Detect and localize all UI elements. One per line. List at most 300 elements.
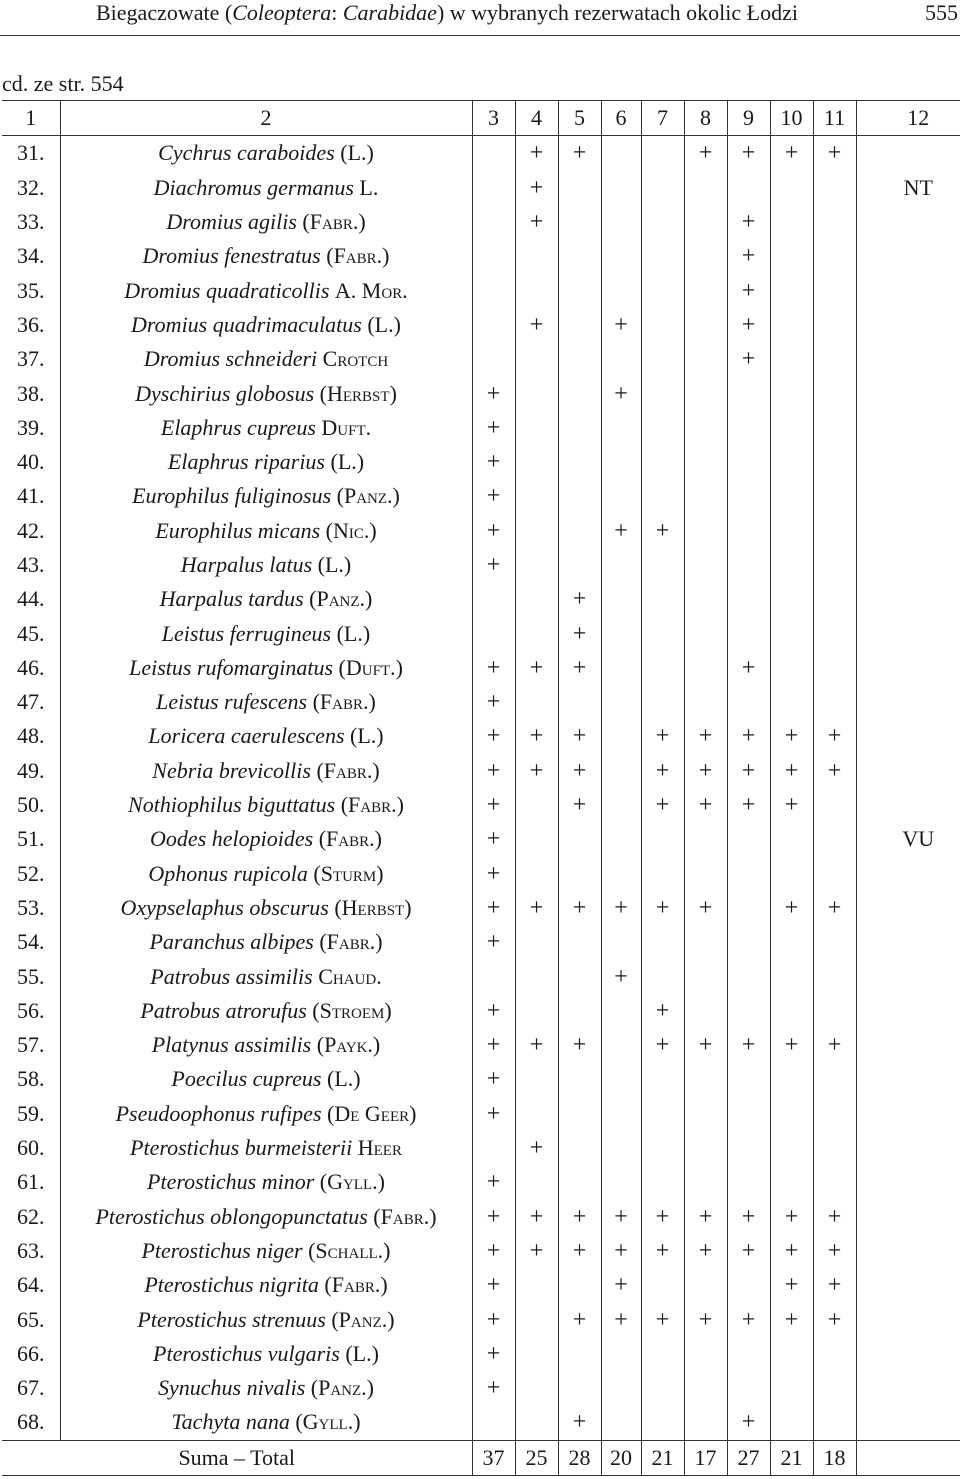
presence-cell: + — [727, 788, 770, 822]
species-cell — [60, 959, 472, 993]
row-number: 42. — [17, 517, 45, 543]
threat-status — [856, 1268, 960, 1302]
threat-status — [856, 1131, 960, 1165]
presence-cell — [472, 136, 515, 171]
presence-cell — [558, 959, 601, 993]
presence-cell — [684, 1062, 727, 1096]
table-row — [2, 479, 960, 513]
presence-cell — [813, 273, 856, 307]
species-author: (Payk.) — [316, 1032, 381, 1058]
presence-cell — [558, 1268, 601, 1302]
total-value: 20 — [601, 1440, 641, 1475]
species-name: Leistus rufomarginatus — [129, 654, 334, 680]
presence-cell: + — [813, 719, 856, 753]
species-author: (Panz.) — [310, 1375, 374, 1401]
species-cell — [60, 1200, 472, 1234]
table-row — [2, 1200, 960, 1234]
presence-cell: + — [813, 1302, 856, 1336]
presence-cell: + — [472, 1028, 515, 1062]
species-cell — [60, 1062, 472, 1096]
presence-cell — [641, 1371, 684, 1405]
species-cell — [60, 205, 472, 239]
presence-cell — [558, 1337, 601, 1371]
presence-cell — [472, 273, 515, 307]
presence-cell — [770, 1405, 813, 1440]
presence-cell — [813, 411, 856, 445]
presence-cell: + — [727, 273, 770, 307]
presence-cell: + — [770, 136, 813, 171]
species-author: (Panz.) — [336, 483, 400, 509]
presence-cell: + — [770, 1234, 813, 1268]
presence-cell — [813, 857, 856, 891]
species-cell — [60, 651, 472, 685]
table-row — [2, 719, 960, 753]
species-author: (L.) — [340, 140, 374, 166]
presence-cell — [558, 205, 601, 239]
presence-cell — [601, 994, 641, 1028]
species-name: Dromius agilis — [166, 209, 297, 235]
presence-cell — [770, 445, 813, 479]
presence-cell — [601, 548, 641, 582]
presence-cell — [684, 1097, 727, 1131]
row-number: 52. — [17, 860, 45, 886]
species-name: Dromius quadraticollis — [124, 277, 330, 303]
species-cell — [60, 273, 472, 307]
presence-cell — [515, 788, 558, 822]
presence-cell: + — [472, 1302, 515, 1336]
presence-cell — [770, 239, 813, 273]
species-name: Harpalus tardus — [159, 586, 304, 612]
presence-cell — [558, 1131, 601, 1165]
threat-status — [856, 788, 960, 822]
species-author: (Fabr.) — [302, 209, 366, 235]
presence-cell — [727, 479, 770, 513]
table-row — [2, 959, 960, 993]
column-header: 1 — [2, 101, 60, 136]
presence-cell — [472, 205, 515, 239]
presence-cell: + — [684, 1200, 727, 1234]
table-row — [2, 582, 960, 616]
species-cell — [60, 925, 472, 959]
presence-cell — [601, 685, 641, 719]
presence-cell — [515, 1371, 558, 1405]
threat-status — [856, 514, 960, 548]
presence-cell: + — [515, 651, 558, 685]
presence-cell — [770, 342, 813, 376]
presence-cell — [684, 548, 727, 582]
presence-cell — [515, 1165, 558, 1199]
presence-cell — [684, 857, 727, 891]
table-row — [2, 411, 960, 445]
table-row — [2, 376, 960, 410]
presence-cell — [727, 891, 770, 925]
presence-cell — [558, 479, 601, 513]
presence-cell: + — [727, 342, 770, 376]
total-status-empty — [856, 1440, 960, 1475]
presence-cell — [558, 445, 601, 479]
threat-status — [856, 445, 960, 479]
species-cell — [60, 857, 472, 891]
threat-status — [856, 1097, 960, 1131]
row-number: 33. — [17, 209, 45, 235]
presence-cell — [601, 411, 641, 445]
presence-cell — [601, 925, 641, 959]
species-name: Pterostichus vulgaris — [153, 1340, 340, 1366]
presence-cell: + — [472, 1200, 515, 1234]
presence-cell: + — [515, 891, 558, 925]
presence-cell: + — [472, 514, 515, 548]
threat-status — [856, 1405, 960, 1440]
presence-cell — [727, 445, 770, 479]
presence-cell: + — [727, 1028, 770, 1062]
presence-cell — [515, 857, 558, 891]
threat-status — [856, 651, 960, 685]
presence-cell — [558, 1097, 601, 1131]
presence-cell — [641, 1268, 684, 1302]
presence-cell — [472, 616, 515, 650]
presence-cell: + — [472, 925, 515, 959]
presence-cell — [515, 822, 558, 856]
species-author: L. — [359, 174, 379, 200]
species-author: (L.) — [327, 1066, 361, 1092]
presence-cell — [558, 1062, 601, 1096]
presence-cell — [641, 239, 684, 273]
row-number: 43. — [17, 552, 45, 577]
presence-cell — [601, 273, 641, 307]
presence-cell: + — [472, 754, 515, 788]
presence-cell — [601, 788, 641, 822]
threat-status — [856, 582, 960, 616]
species-name: Pseudoophonus rufipes — [115, 1100, 322, 1126]
species-author: (Fabr.) — [319, 929, 383, 955]
presence-cell — [472, 308, 515, 342]
presence-cell: + — [472, 788, 515, 822]
presence-cell — [684, 1165, 727, 1199]
presence-cell — [515, 479, 558, 513]
species-author: (Fabr.) — [324, 1272, 388, 1298]
species-cell — [60, 994, 472, 1028]
presence-cell: + — [472, 1234, 515, 1268]
species-cell — [60, 1131, 472, 1165]
species-cell — [60, 411, 472, 445]
presence-cell — [601, 136, 641, 171]
presence-cell — [515, 1337, 558, 1371]
species-name: Leistus ferrugineus — [161, 620, 332, 646]
presence-cell — [684, 376, 727, 410]
row-number: 32. — [17, 174, 45, 200]
presence-cell — [641, 548, 684, 582]
presence-cell: + — [770, 788, 813, 822]
presence-cell: + — [601, 1268, 641, 1302]
presence-cell — [770, 822, 813, 856]
presence-cell — [770, 857, 813, 891]
row-number: 63. — [17, 1237, 45, 1263]
presence-cell — [727, 171, 770, 205]
presence-cell — [558, 548, 601, 582]
species-author: A. Mor. — [334, 277, 408, 303]
table-row — [2, 171, 960, 205]
presence-cell: + — [641, 719, 684, 753]
species-cell — [60, 308, 472, 342]
presence-cell: + — [684, 891, 727, 925]
presence-cell — [684, 342, 727, 376]
species-cell — [60, 342, 472, 376]
species-name: Oodes helopioides — [150, 826, 314, 852]
presence-cell: + — [601, 514, 641, 548]
presence-cell — [727, 514, 770, 548]
presence-cell: + — [601, 308, 641, 342]
threat-status — [856, 891, 960, 925]
presence-cell — [684, 651, 727, 685]
species-cell — [60, 719, 472, 753]
presence-cell: + — [472, 857, 515, 891]
presence-cell — [558, 514, 601, 548]
table-row — [2, 891, 960, 925]
table-row — [2, 857, 960, 891]
presence-cell: + — [641, 1302, 684, 1336]
species-cell — [60, 1405, 472, 1440]
presence-cell: + — [515, 1200, 558, 1234]
total-row — [2, 1440, 960, 1475]
presence-cell — [558, 1165, 601, 1199]
presence-cell — [641, 959, 684, 993]
presence-cell: + — [770, 1302, 813, 1336]
presence-cell — [515, 548, 558, 582]
presence-cell — [515, 616, 558, 650]
presence-cell — [770, 1131, 813, 1165]
threat-status — [856, 857, 960, 891]
presence-cell — [558, 308, 601, 342]
presence-cell — [515, 1405, 558, 1440]
presence-cell — [770, 959, 813, 993]
presence-cell — [684, 1131, 727, 1165]
table-row — [2, 822, 960, 856]
presence-cell — [770, 479, 813, 513]
threat-status — [856, 994, 960, 1028]
table-row — [2, 1062, 960, 1096]
presence-cell — [813, 239, 856, 273]
species-author: (L.) — [317, 552, 352, 577]
presence-cell — [770, 994, 813, 1028]
presence-cell — [515, 685, 558, 719]
presence-cell: + — [472, 479, 515, 513]
column-header: 6 — [601, 101, 641, 136]
presence-cell — [558, 857, 601, 891]
presence-cell: + — [472, 685, 515, 719]
continuation-note: cd. ze str. 554 — [2, 71, 124, 96]
presence-cell — [601, 171, 641, 205]
presence-cell: + — [472, 719, 515, 753]
total-value: 27 — [727, 1440, 770, 1475]
table-row — [2, 239, 960, 273]
presence-cell — [641, 273, 684, 307]
presence-cell — [641, 1165, 684, 1199]
species-cell — [60, 685, 472, 719]
presence-cell — [813, 1371, 856, 1405]
presence-cell — [813, 342, 856, 376]
presence-cell: + — [558, 582, 601, 616]
species-author: (Fabr.) — [312, 689, 376, 715]
presence-cell — [472, 239, 515, 273]
presence-cell — [601, 719, 641, 753]
presence-cell — [641, 822, 684, 856]
row-number: 64. — [17, 1272, 45, 1298]
presence-cell: + — [472, 548, 515, 582]
presence-cell: + — [558, 754, 601, 788]
presence-cell: + — [770, 719, 813, 753]
species-cell — [60, 1371, 472, 1405]
species-name: Pterostichus oblongopunctatus — [95, 1203, 368, 1229]
presence-cell — [558, 994, 601, 1028]
presence-cell: + — [472, 376, 515, 410]
total-value: 37 — [472, 1440, 515, 1475]
presence-cell — [601, 1062, 641, 1096]
species-name: Tachyta nana — [171, 1409, 290, 1435]
presence-cell — [601, 342, 641, 376]
presence-cell — [684, 514, 727, 548]
presence-cell — [813, 479, 856, 513]
threat-status — [856, 136, 960, 171]
presence-cell — [813, 1097, 856, 1131]
presence-cell — [641, 1337, 684, 1371]
presence-cell: + — [558, 616, 601, 650]
presence-cell — [684, 205, 727, 239]
row-number: 36. — [17, 311, 45, 337]
species-author: Heer — [357, 1135, 402, 1161]
presence-cell — [813, 685, 856, 719]
species-name: Nebria brevicollis — [152, 757, 311, 783]
table-row — [2, 994, 960, 1028]
row-number: 56. — [17, 997, 45, 1023]
presence-cell — [515, 273, 558, 307]
species-cell — [60, 136, 472, 171]
presence-cell — [601, 1337, 641, 1371]
species-cell — [60, 171, 472, 205]
presence-cell — [770, 308, 813, 342]
presence-cell — [641, 857, 684, 891]
table-row — [2, 1405, 960, 1440]
presence-cell: + — [472, 1062, 515, 1096]
table-body — [2, 101, 960, 1476]
species-author: (Herbst) — [334, 894, 412, 920]
row-number: 31. — [17, 140, 45, 166]
presence-cell — [727, 994, 770, 1028]
presence-cell — [515, 582, 558, 616]
total-value: 17 — [684, 1440, 727, 1475]
presence-cell — [770, 1097, 813, 1131]
species-name: Pterostichus burmeisterii — [130, 1135, 353, 1161]
presence-cell — [684, 582, 727, 616]
presence-cell: + — [813, 754, 856, 788]
presence-cell — [770, 171, 813, 205]
presence-cell — [558, 1371, 601, 1405]
presence-cell — [727, 1268, 770, 1302]
species-name: Dromius quadrimaculatus — [131, 311, 362, 337]
presence-cell — [727, 616, 770, 650]
species-cell — [60, 376, 472, 410]
species-cell — [60, 616, 472, 650]
presence-cell — [770, 273, 813, 307]
presence-cell — [601, 1131, 641, 1165]
presence-cell: + — [472, 1268, 515, 1302]
row-number: 55. — [17, 963, 45, 989]
table-header-row — [2, 101, 960, 136]
presence-cell: + — [641, 891, 684, 925]
presence-cell: + — [727, 308, 770, 342]
threat-status — [856, 925, 960, 959]
presence-cell: + — [684, 1234, 727, 1268]
table-row — [2, 925, 960, 959]
presence-cell: + — [558, 1234, 601, 1268]
presence-cell — [770, 548, 813, 582]
threat-status — [856, 754, 960, 788]
presence-cell — [641, 205, 684, 239]
presence-cell — [641, 445, 684, 479]
presence-cell: + — [727, 754, 770, 788]
presence-cell: + — [770, 891, 813, 925]
species-cell — [60, 239, 472, 273]
presence-cell — [472, 959, 515, 993]
presence-cell — [515, 376, 558, 410]
presence-cell: + — [472, 891, 515, 925]
threat-status — [856, 376, 960, 410]
row-number: 38. — [17, 380, 45, 406]
table-row — [2, 136, 960, 171]
row-number: 40. — [17, 449, 45, 475]
presence-cell: + — [770, 1200, 813, 1234]
table-row — [2, 685, 960, 719]
presence-cell — [684, 1371, 727, 1405]
species-author: Chaud. — [318, 963, 382, 989]
table-row — [2, 1371, 960, 1405]
table-row — [2, 308, 960, 342]
presence-cell: + — [727, 1200, 770, 1234]
species-author: (Herbst) — [319, 380, 397, 406]
table-row — [2, 754, 960, 788]
presence-cell — [727, 1165, 770, 1199]
row-number: 59. — [17, 1100, 45, 1126]
presence-cell — [727, 959, 770, 993]
running-head-order: Coleoptera — [232, 0, 332, 25]
species-name: Leistus rufescens — [156, 689, 308, 715]
presence-cell: + — [558, 719, 601, 753]
species-name: Loricera caerulescens — [148, 723, 345, 749]
table-row — [2, 616, 960, 650]
threat-status — [856, 342, 960, 376]
species-name: Pterostichus nigrita — [144, 1272, 319, 1298]
running-head-tail: ) w wybranych rezerwatach okolic Łodzi — [436, 0, 798, 25]
species-author: (De Geer) — [327, 1100, 417, 1126]
table-row — [2, 1028, 960, 1062]
presence-cell — [515, 411, 558, 445]
total-value: 18 — [813, 1440, 856, 1475]
species-cell — [60, 514, 472, 548]
presence-cell — [684, 308, 727, 342]
threat-status — [856, 1165, 960, 1199]
presence-cell — [813, 925, 856, 959]
presence-cell: + — [727, 205, 770, 239]
species-name: Synuchus nivalis — [158, 1375, 306, 1401]
row-number: 37. — [17, 346, 45, 372]
presence-cell — [813, 1405, 856, 1440]
threat-status: NT — [856, 171, 960, 205]
species-author: (Fabr.) — [318, 826, 382, 852]
row-number: 46. — [17, 654, 45, 680]
presence-cell — [727, 857, 770, 891]
presence-cell — [641, 1062, 684, 1096]
presence-cell — [770, 1371, 813, 1405]
species-author: (Fabr.) — [326, 243, 390, 269]
